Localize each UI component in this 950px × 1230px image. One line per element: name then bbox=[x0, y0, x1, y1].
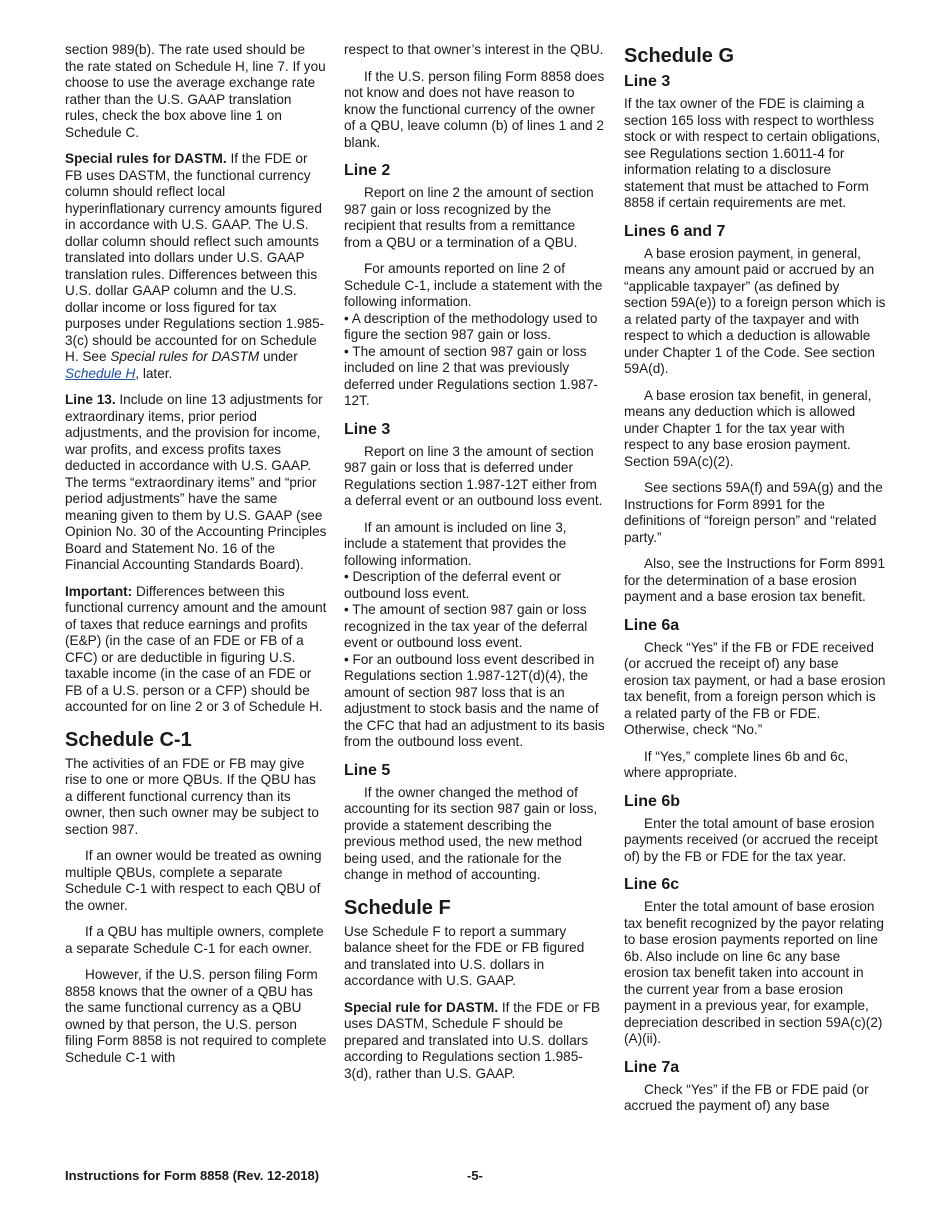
paragraph: For amounts reported on line 2 of Schedule C-1, include a statement with the following information. bbox=[344, 261, 603, 309]
bullet-item: • A description of the methodology used to figure the section 987 gain or loss. bbox=[344, 310, 598, 342]
paragraph-important bbox=[65, 584, 327, 716]
paragraph: Report on line 3 the amount of section 987 gain or loss that is deferred under Regulations section 1.987-12T either from a deferral event or an outbound loss event. bbox=[344, 443, 603, 508]
paragraph-text: Differences between this functional currency amount and the amount of taxes that reduce earnings and profits (E&P) (in the case of an FDE or FB of a CFC) or are deductible in figuring U.S. taxable income (in the case of an FDE or FB of a U.S. person or a CFP) should be accounted for on line 2 or 3 of Schedule H. bbox=[65, 583, 327, 714]
paragraph: Also, see the Instructions for Form 8991 for the determination of a base erosion payment and a base erosion tax benefit. bbox=[624, 556, 886, 604]
heading-line-6c: Line 6c bbox=[624, 876, 680, 893]
bullet-item: • The amount of section 987 gain or loss recognized in the tax year of the deferral event or outbound loss event. bbox=[344, 602, 588, 650]
heading-schedule-f: Schedule F bbox=[344, 896, 451, 919]
paragraph-dastm-rules bbox=[65, 151, 327, 382]
paragraph: Check “Yes” if the FB or FDE paid (or accrued the payment of) any base bbox=[624, 1081, 869, 1113]
paragraph: However, if the U.S. person filing Form 8858 knows that the owner of a QBU has the same functional currency as a QBU owned by that person, the U.S. person filing Form 8858 is not required to complete Schedule C-1 with bbox=[65, 967, 327, 1065]
column-3 bbox=[624, 42, 886, 1125]
paragraph: Report on line 2 the amount of section 987 gain or loss recognized by the recipient that results from a remittance from a QBU or a termination of a QBU. bbox=[344, 185, 594, 250]
paragraph: Enter the total amount of base erosion payments received (or accrued the receipt of) by the FB or FDE for the tax year. bbox=[624, 815, 878, 864]
paragraph: If the U.S. person filing Form 8858 does not know and does not have reason to know the functional currency of the owner of a QBU, leave column (b) of lines 1 and 2 blank. bbox=[344, 68, 605, 150]
paragraph: respect to that owner’s interest in the QBU. bbox=[344, 42, 604, 57]
paragraph-text: under bbox=[262, 349, 298, 364]
schedule-h-link[interactable]: Schedule H bbox=[65, 365, 136, 381]
paragraph: If an owner would be treated as owning multiple QBUs, complete a separate Schedule C-1 with respect to each QBU of the owner. bbox=[65, 848, 322, 913]
page-footer bbox=[65, 1168, 885, 1186]
column-1 bbox=[65, 42, 327, 1076]
paragraph: See sections 59A(f) and 59A(g) and the Instructions for Form 8991 for the definitions of “foreign person” and “related party.” bbox=[624, 480, 883, 545]
heading-line-7a: Line 7a bbox=[624, 1058, 680, 1076]
paragraph: Enter the total amount of base erosion tax benefit recognized by the payor relating to base erosion payments reported on line 6b. Also include on line 6c any base erosion tax benefit taken into account in the current year from a base erosion payment in a previous year, for example, depreciation described in section 59A(c)(2)(A)(ii). bbox=[624, 899, 884, 1046]
paragraph: If “Yes,” complete lines 6b and 6c, where appropriate. bbox=[624, 748, 849, 780]
paragraph-text: , later. bbox=[135, 365, 173, 381]
paragraph: If an amount is included on line 3, include a statement that provides the following information. bbox=[344, 519, 567, 568]
heading-line-3: Line 3 bbox=[344, 420, 391, 438]
heading-line-2: Line 2 bbox=[344, 162, 391, 179]
footer-title: Instructions for Form 8858 (Rev. 12-2018) bbox=[65, 1168, 320, 1183]
paragraph: If the owner changed the method of accounting for its section 987 gain or loss, provide a statement describing the previous method used, the new method being used, and the rationale for the change in method of accounting. bbox=[344, 784, 598, 882]
italic-reference: Special rules for DASTM bbox=[110, 349, 260, 364]
paragraph-dastm-rule bbox=[344, 1000, 606, 1083]
paragraph: section 989(b). The rate used should be the rate stated on Schedule H, line 7. If you choose to use the average exchange rate rather than the U.S. GAAP translation rules, check the box above line 1 on Schedule C. bbox=[65, 42, 326, 140]
paragraph: If a QBU has multiple owners, complete a separate Schedule C-1 for each owner. bbox=[65, 924, 324, 956]
paragraph-text: Include on line 13 adjustments for extraordinary items, prior period adjustments, and the provision for income, war profits, and excess profits taxes deducted in accordance with U.S. GAAP. The terms “extraordinary items” and “prior period adjustments” have the same meaning given to them by U.S. GAAP (see Opinion No. 30 of the Accounting Principles Board and Statement No. 16 of the Financial Accounting Standards Board). bbox=[65, 392, 327, 572]
heading-line-5: Line 5 bbox=[344, 761, 391, 779]
paragraph-line-13 bbox=[65, 392, 327, 574]
page-number: -5- bbox=[467, 1168, 483, 1183]
column-2 bbox=[344, 42, 606, 1092]
bullet-item: • For an outbound loss event described in Regulations section 1.987-12T(d)(4), the amount of section 987 loss that is an adjustment to stock basis and the name of the CFC that had an adjustment to its basis from the outbound loss event. bbox=[344, 651, 605, 749]
heading-line-6a: Line 6a bbox=[624, 616, 680, 634]
heading-schedule-c1: Schedule C-1 bbox=[65, 728, 192, 751]
run-in-heading: Special rule for DASTM. bbox=[344, 999, 499, 1015]
heading-schedule-g: Schedule G bbox=[624, 45, 735, 67]
paragraph: Use Schedule F to report a summary balance sheet for the FDE or FB figured and translated into U.S. dollars in accordance with U.S. GAAP. bbox=[344, 923, 585, 988]
run-in-heading: Line 13. bbox=[65, 392, 116, 407]
paragraph: A base erosion tax benefit, in general, means any deduction which is allowed under Chapter 1 for the tax year with respect to any base erosion payment. Section 59A(c)(2). bbox=[624, 387, 872, 469]
paragraph: If the tax owner of the FDE is claiming a section 165 loss with respect to worthless stock or with respect to certain obligations, see Regulations section 1.6011-4 for information relating to a disclosure statement that must be attached to Form 8858 if certain requirements are met. bbox=[624, 96, 881, 210]
heading-lines-6-7: Lines 6 and 7 bbox=[624, 222, 726, 240]
paragraph-text: If the FDE or FB uses DASTM, the functional currency column should reflect local hyperinflationary currency amounts figured in accordance with U.S. GAAP. The U.S. dollar column should reflect such amounts translated into dollars under U.S. GAAP translation rules. Differences between this U.S. dollar GAAP column and the U.S. dollar income or loss figured for tax purposes under Regulations section 1.985-3(c) should be accounted for on Schedule H. See bbox=[65, 151, 325, 364]
heading-line-3: Line 3 bbox=[624, 73, 671, 90]
bullet-item: • The amount of section 987 gain or loss included on line 2 that was previously deferred under Regulations section 1.987-12T. bbox=[344, 343, 598, 408]
run-in-heading: Special rules for DASTM. bbox=[65, 151, 227, 166]
paragraph: A base erosion payment, in general, means any amount paid or accrued by an “applicable taxpayer” (as defined by section 59A(e)) to a foreign person which is a related party of the taxpayer and with respect to which a deduction is allowable under Chapter 1 of the Code. See section 59A(d). bbox=[624, 245, 886, 376]
paragraph: The activities of an FDE or FB may give rise to one or more QBUs. If the QBU has a different functional currency than its owner, then such owner may be subject to section 987. bbox=[65, 755, 319, 837]
run-in-heading: Important: bbox=[65, 583, 133, 599]
paragraph: Check “Yes” if the FB or FDE received (or accrued the receipt of) any base erosion tax payment, or had a base erosion tax benefit, from a foreign person which is a related party of the FB or FDE. Otherwise, check “No.” bbox=[624, 639, 886, 737]
paragraph-text: If the FDE or FB uses DASTM, Schedule F should be prepared and translated into U.S. dollars according to Regulations section 1.985-3(d), rather than U.S. GAAP. bbox=[344, 999, 601, 1081]
bullet-item: • Description of the deferral event or outbound loss event. bbox=[344, 569, 562, 601]
heading-line-6b: Line 6b bbox=[624, 792, 681, 810]
